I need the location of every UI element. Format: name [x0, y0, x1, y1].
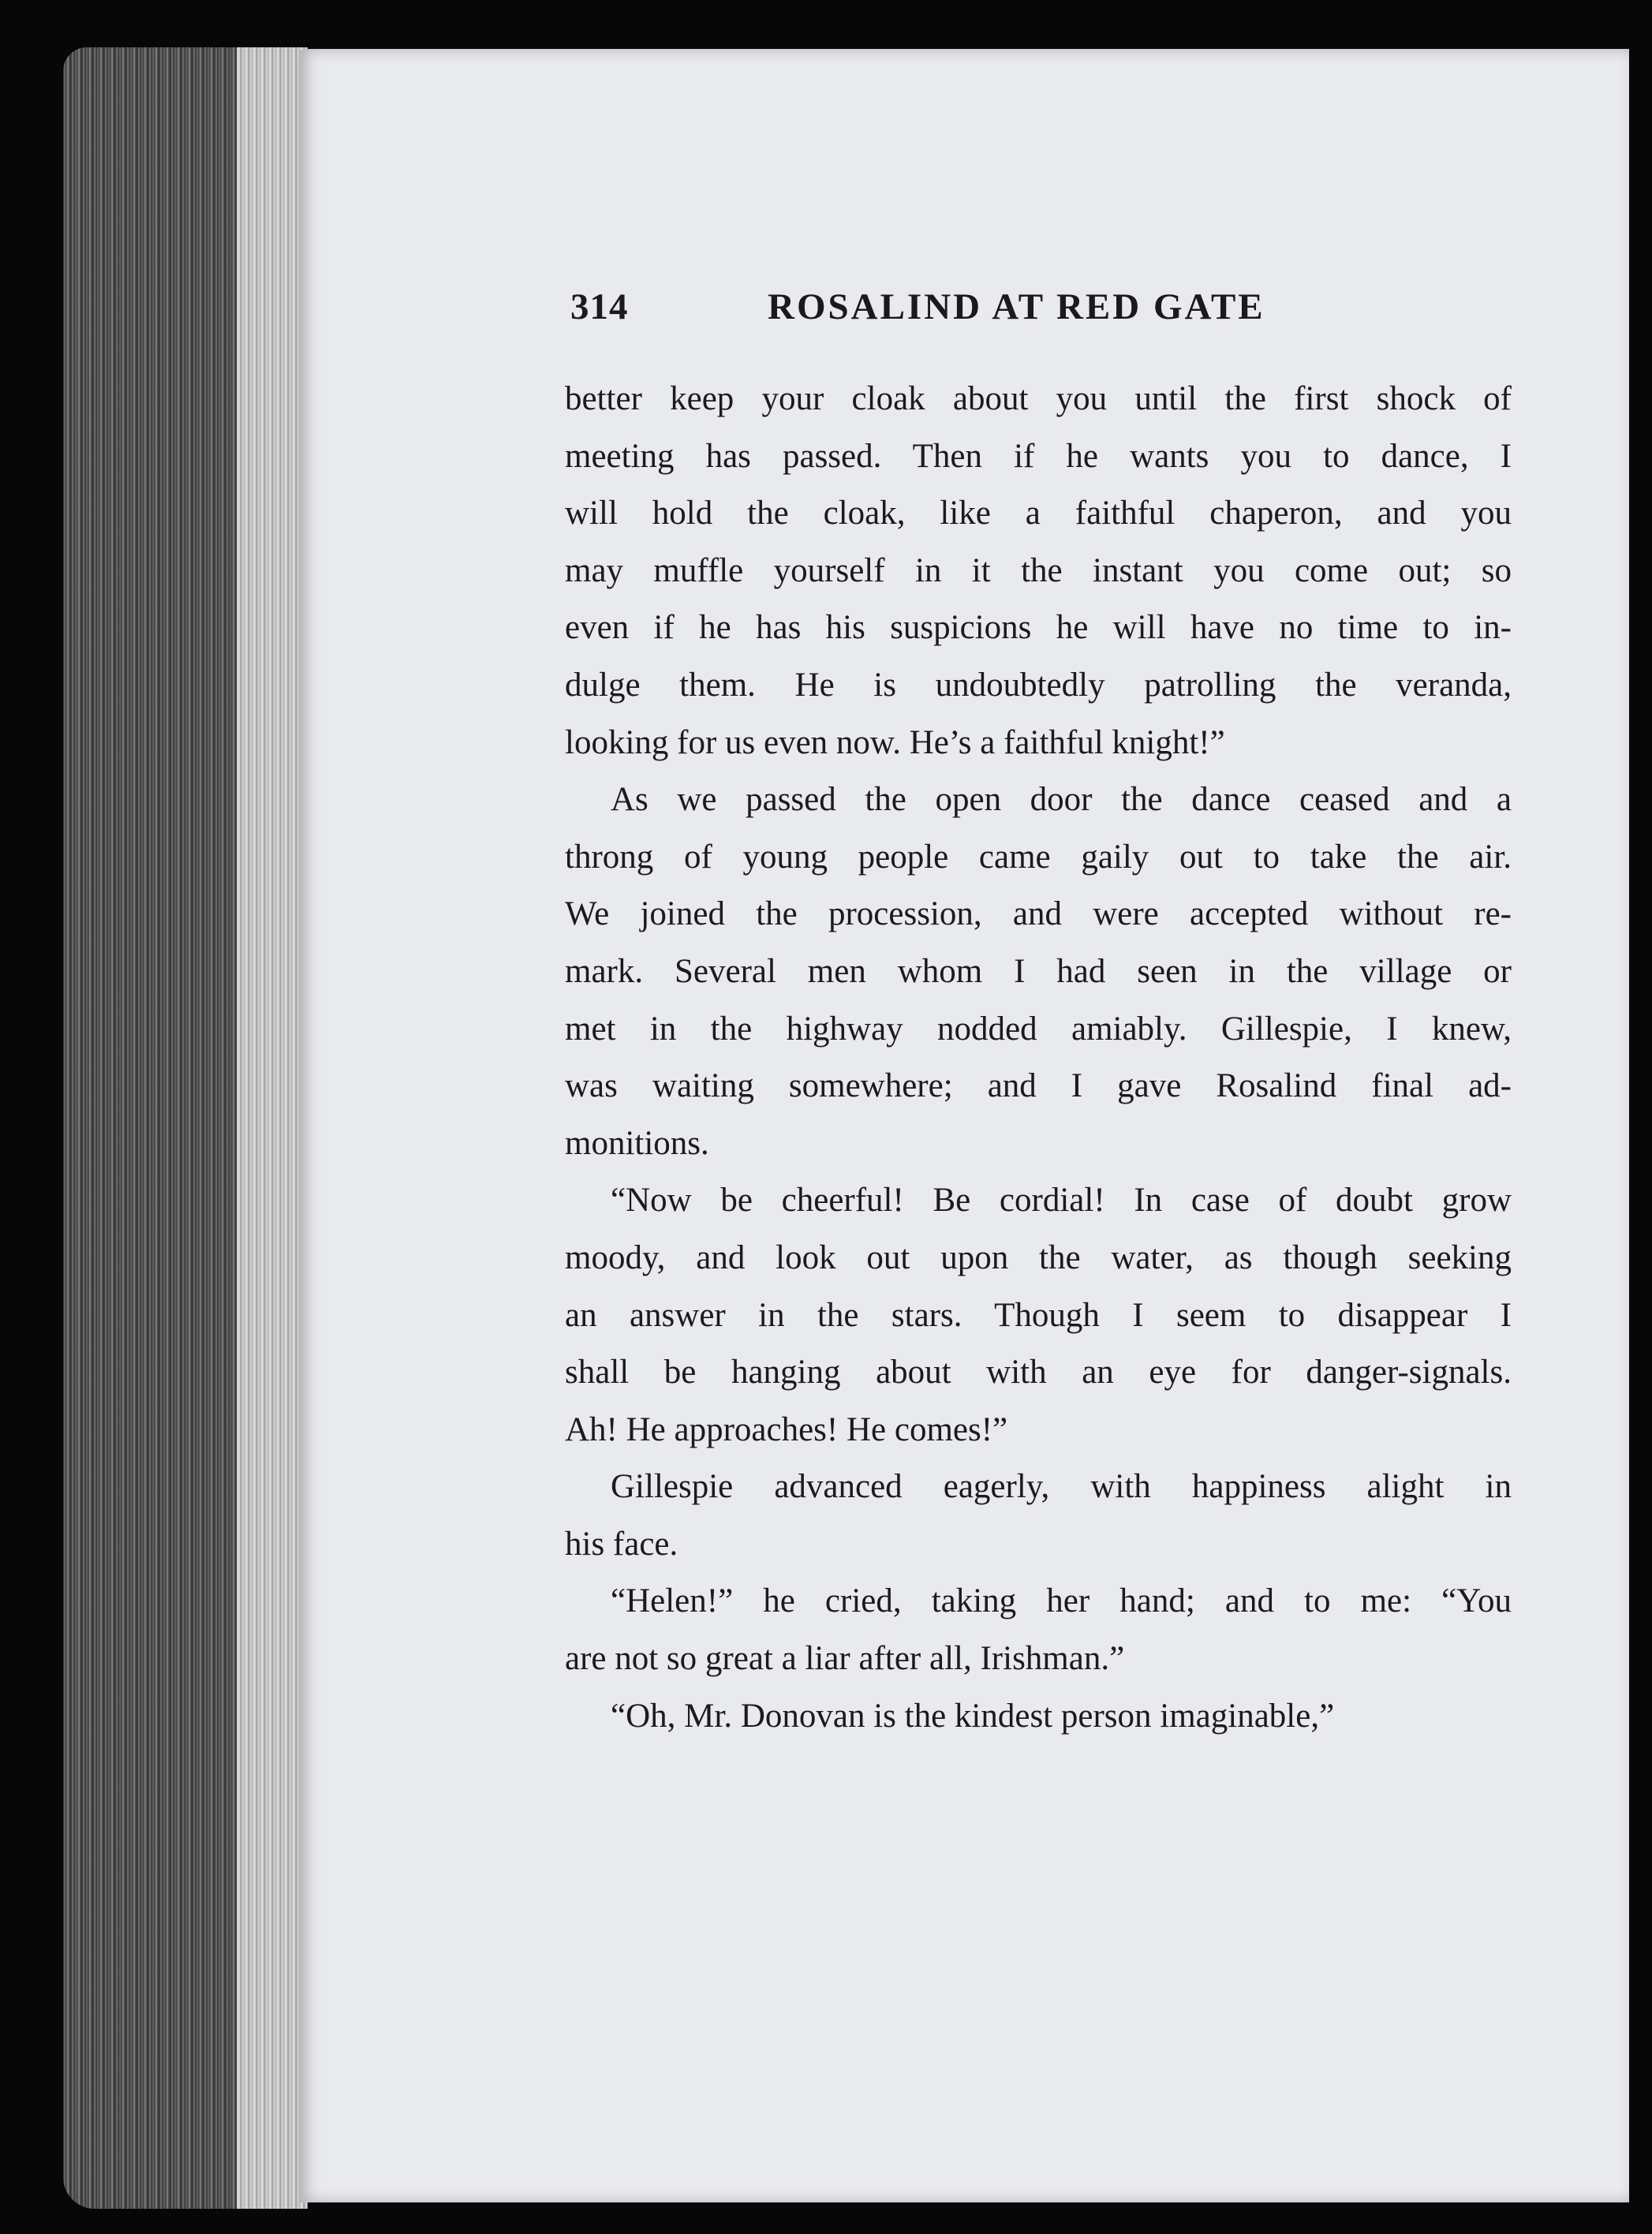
page-number: 314	[570, 286, 629, 327]
text-line: may muffle yourself in it the instant you come out; so	[565, 551, 1512, 589]
text-line: will hold the cloak, like a faithful chaperon, and you	[565, 495, 1512, 532]
text-line: monitions.	[565, 1124, 709, 1162]
text-line: Ah! He approaches! He comes!”	[565, 1410, 1008, 1448]
text-line: mark. Several men whom I had seen in the village or	[565, 952, 1512, 990]
text-line: “Oh, Mr. Donovan is the kindest person imaginable,”	[611, 1697, 1335, 1735]
text-line: shall be hanging about with an eye for danger-signals.	[565, 1354, 1512, 1392]
text-line: As we passed the open door the dance ceased and a	[611, 781, 1512, 819]
paragraph	[565, 1688, 1512, 1746]
text-line: looking for us even now. He’s a faithful knight!”	[565, 723, 1225, 761]
text-line: Gillespie advanced eagerly, with happiness alight in	[611, 1468, 1512, 1506]
text-line: “Helen!” he cried, taking her hand; and to me: “You	[611, 1582, 1512, 1620]
text-line: better keep your cloak about you until the first shock of	[565, 380, 1512, 417]
paragraph	[565, 1172, 1512, 1459]
text-line: even if he has his suspicions he will have no time to in-	[565, 609, 1512, 647]
paragraph	[565, 1573, 1512, 1687]
text-line: his face.	[565, 1525, 678, 1563]
text-line: meeting has passed. Then if he wants you to dance, I	[565, 437, 1512, 475]
text-line: “Now be cheerful! Be cordial! In case of doubt grow	[611, 1182, 1512, 1220]
text-line: moody, and look out upon the water, as though seeking	[565, 1238, 1512, 1276]
running-head: ROSALIND AT RED GATE	[768, 286, 1265, 327]
text-line: met in the highway nodded amiably. Gillespie, I knew,	[565, 1010, 1512, 1048]
paragraph	[565, 1459, 1512, 1573]
text-line: was waiting somewhere; and I gave Rosalind final ad-	[565, 1067, 1512, 1105]
page-header	[570, 286, 1328, 341]
text-line: an answer in the stars. Though I seem to disappear I	[565, 1296, 1512, 1334]
text-line: dulge them. He is undoubtedly patrolling the veranda,	[565, 666, 1512, 704]
paragraph	[565, 771, 1512, 1172]
book-page-edges-highlight	[237, 47, 308, 2209]
paragraph	[565, 371, 1512, 771]
text-line: throng of young people came gaily out to take the air.	[565, 838, 1512, 876]
text-line: are not so great a liar after all, Irishman.”	[565, 1640, 1125, 1678]
text-line: We joined the procession, and were accepted without re-	[565, 895, 1512, 933]
body-text	[565, 371, 1512, 1745]
